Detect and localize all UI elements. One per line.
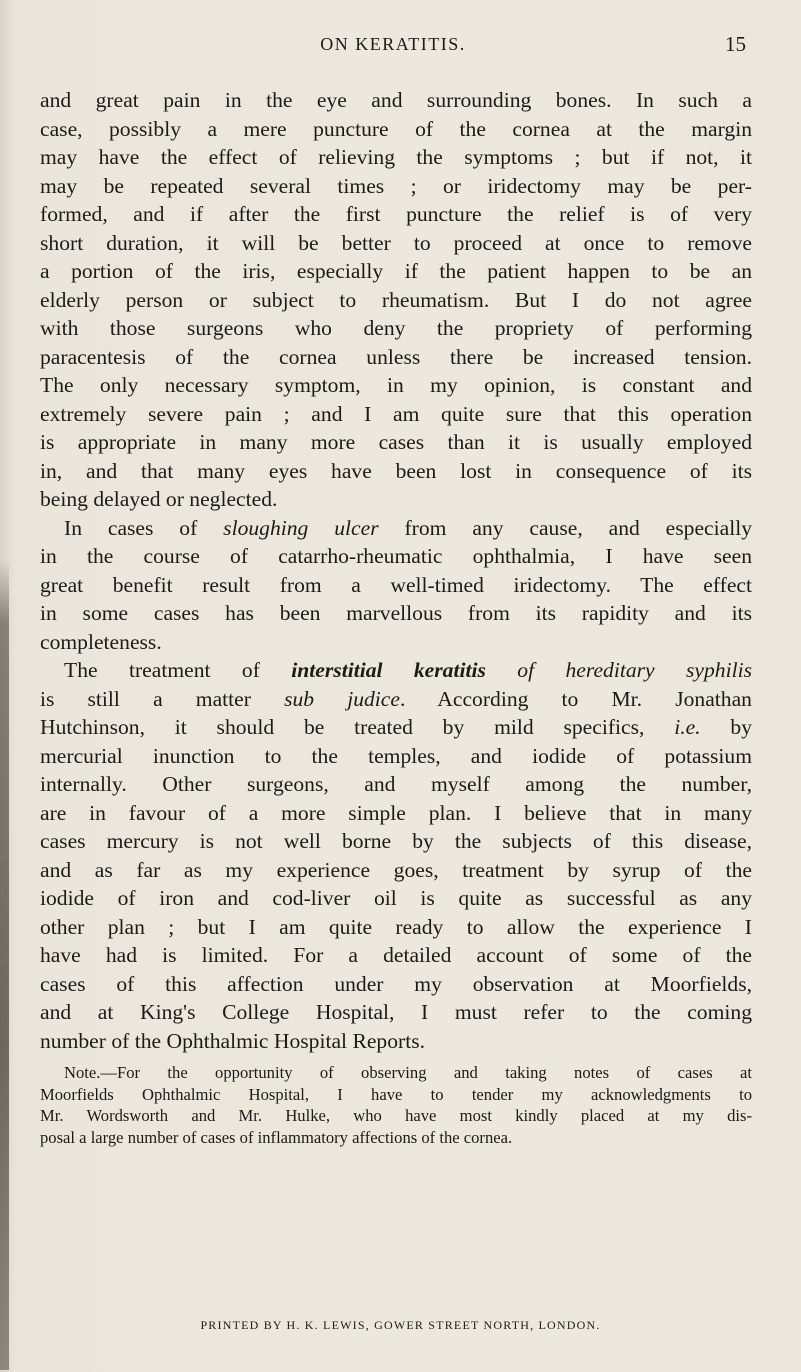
text-line: and at King's College Hospital, I must refer to the coming xyxy=(40,1000,752,1024)
paragraph xyxy=(40,86,752,514)
note-line: Moorfields Ophthalmic Hospital, I have to tender my acknowledgments to xyxy=(40,1084,752,1104)
body-text xyxy=(40,86,752,1055)
printer-imprint: PRINTED BY H. K. LEWIS, GOWER STREET NORTH, LONDON. xyxy=(200,1318,601,1332)
text-line: may have the effect of relieving the symptoms ; but if not, it xyxy=(40,145,752,169)
text-line: other plan ; but I am quite ready to allow the experience I xyxy=(40,914,752,939)
paragraph xyxy=(40,514,752,657)
text-line: completeness. xyxy=(40,629,162,654)
note-line: Mr. Wordsworth and Mr. Hulke, who have most kindly placed at my dis- xyxy=(40,1106,752,1125)
text-line: is appropriate in many more cases than it is usually employed xyxy=(40,430,752,454)
text-line: may be repeated several times ; or iridectomy may be per- xyxy=(40,173,752,198)
text-line: extremely severe pain ; and I am quite sure that this operation xyxy=(40,401,752,426)
text-line: Hutchinson, it should be treated by mild specifics, i.e. by xyxy=(40,715,752,739)
text-line: mercurial inunction to the temples, and iodide of potassium xyxy=(40,743,752,768)
text-line: paracentesis of the cornea unless there be increased tension. xyxy=(40,344,752,369)
footnote xyxy=(40,1062,752,1148)
text-line: is still a matter sub judice. According to Mr. Jonathan xyxy=(40,686,752,711)
text-line: The only necessary symptom, in my opinion, is constant and xyxy=(40,373,752,397)
text-line: internally. Other surgeons, and myself among the number, xyxy=(40,772,752,796)
text-line: iodide of iron and cod-liver oil is quite as successful as any xyxy=(40,886,752,910)
binding-gutter-shadow xyxy=(0,560,9,1370)
page-number: 15 xyxy=(725,32,746,56)
text-line: case, possibly a mere puncture of the cornea at the margin xyxy=(40,116,752,141)
text-line: are in favour of a more simple plan. I believe that in many xyxy=(40,800,752,825)
text-line: and great pain in the eye and surrounding bones. In such a xyxy=(40,88,752,112)
text-line: a portion of the iris, especially if the patient happen to be an xyxy=(40,259,752,283)
running-head: ON KERATITIS. xyxy=(320,34,466,54)
text-line: have had is limited. For a detailed account of some of the xyxy=(40,943,752,967)
text-line: cases mercury is not well borne by the subjects of this disease, xyxy=(40,829,752,853)
text-line: formed, and if after the first puncture the relief is of very xyxy=(40,202,752,226)
text-line: In cases of sloughing ulcer from any cause, and especially xyxy=(64,515,752,540)
text-line: in some cases has been marvellous from its rapidity and its xyxy=(40,601,752,625)
page-header xyxy=(40,32,746,62)
text-line: great benefit result from a well-timed iridectomy. The effect xyxy=(40,572,752,597)
text-line: in the course of catarrho-rheumatic ophthalmia, I have seen xyxy=(40,544,752,568)
note-line: posal a large number of cases of inflammatory affections of the cornea. xyxy=(40,1127,513,1147)
text-line: in, and that many eyes have been lost in consequence of its xyxy=(40,458,752,483)
text-line: The treatment of interstitial keratitis of hereditary syphilis xyxy=(64,658,752,682)
paragraph xyxy=(40,656,752,1055)
text-line: and as far as my experience goes, treatment by syrup of the xyxy=(40,857,752,882)
text-line: number of the Ophthalmic Hospital Reports. xyxy=(40,1028,426,1053)
text-line: elderly person or subject to rheumatism. But I do not agree xyxy=(40,287,752,312)
text-line: short duration, it will be better to proceed at once to remove xyxy=(40,230,752,255)
text-line: with those surgeons who deny the propriety of performing xyxy=(40,316,752,340)
text-line: cases of this affection under my observation at Moorfields, xyxy=(40,971,752,996)
note-line: Note.—For the opportunity of observing and taking notes of cases at xyxy=(64,1063,752,1082)
text-line: being delayed or neglected. xyxy=(40,487,278,511)
